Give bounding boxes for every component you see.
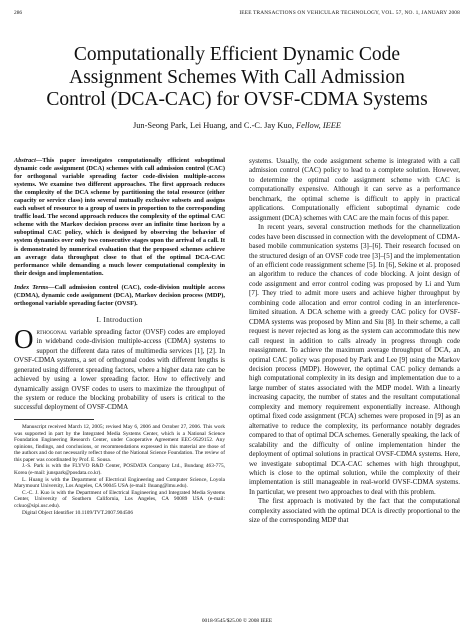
footnote-author-huang: L. Huang is with the Department of Electrical Engineering and Computer Science, Loyola Marymount University, Los Angeles, CA 90045 USA (e-mail: lhuang@lmu.edu). (14, 476, 225, 490)
intro-text: variable spreading factor (OVSF) codes are employed in wideband code-division multiple-access (CDMA) systems to support the different data rates of multimedia services [1], [2]. In OVSF-CDMA systems, a set of orthogonal codes with different lengths is generated using different spreading factors, where a higher data rate can be achieved by using a lower spreading factor. How to effectively and dynamically assign OVSF codes to users to maximize the throughput of the system or reduce the blocking probability of users is critical to the successful deployment of OVSF-CDMA (14, 327, 225, 412)
abstract-label: Abstract (14, 157, 36, 164)
abstract-text: —This paper investigates computationally efficient suboptimal dynamic code assignment (DCA) schemes with call admission control (CAC) for orthogonal variable spreading factor code-division multiple-access systems. We examine two different approaches. The first approach reduces the complexity of the DCA scheme by partitioning the total resource (either capacity or service class) into several mutually exclusive subsets and assigns each subset of resource to a group of users in proportion to the corresponding traffic load. The second approach reduces the complexity of the optimal CAC scheme with the Markov decision process over an infinite time horizon by a suboptimal CAC policy, which is designed by observing the behavior of system dynamics over only two consecutive stages upon the arrival of a call. It is demonstrated by numerical evaluation that the proposed schemes achieve an average data throughput close to that of the optimal DCA-CAC performance while demanding a much lower computational complexity in their design and implementation. (14, 157, 225, 277)
title-line-3: Control (DCA-CAC) for OVSF-CDMA Systems (46, 89, 428, 110)
title-line-2: Assignment Schemes With Call Admission (69, 66, 405, 88)
footnote-manuscript: Manuscript received March 12, 2005; revised May 6, 2006 and October 27, 2006. This work was supported in part by the Integrated Media Systems Center, which is a National Science Foundation Engineering Research Center, under Cooperative Agreement EEC-9529152. Any opinions, findings, and conclusions, or recommendations expressed in this material are those of the authors and do not necessarily reflect those of the National Science Foundation. The review of this paper was coordinated by Prof. E. Sousa. (14, 423, 225, 463)
right-paragraph-2: In recent years, several construction methods for the channelization codes have been discussed in connection with the development of CDMA-based mobile communication systems [3]–[6]. Their research focused on the structured design of an OVSF code tree [3]–[5] and the implementation of an efficient code reassignment scheme [5]. In [6], Sekine et al. proposed an algorithm to reduce the chances of code blocking. A joint design of code assignment and error control coding was proposed by Li and Yum [7]. They tried to admit more users and achieve higher throughput by combining code allocation and error control coding in an interference-limited situation. A DCA scheme with a greedy CAC policy for OVSF-CDMA systems was proposed by Minn and Siu [8]. In their scheme, a call request is never rejected as long as the system can accommodate this new call request in addition to calls already in progress through code reassignment. To achieve the maximum average throughput of DCA, an optimal CAC policy was proposed by Park and Lee [9] using the Markov decision process (MDP). However, the optimal CAC policy demands a high computational complexity in its design and implementation due to a large number of states associated with the MDP model. With a linearly increasing capacity, the number of states and the resultant computational complexity and memory requirement exponentially increase. Although optimal fixed code assignment (FCA) schemes were proposed in [9] as an alternative to reduce the complexity, its performance notably degrades compared to that of optimal DCA schemes. Generally speaking, the lack of scalability and the difficulty of online implementation hinder the deployment of optimal solutions in practical OVSF-CDMA systems. Here, we investigate suboptimal DCA-CAC schemes with high throughput, which is close to the optimal solution, while the complexity of their implementation is still manageable in real-world OVSF-CDMA systems. In particular, we present two approaches to deal with this problem. (249, 223, 460, 496)
footnote-author-park: J.-S. Park is with the FLYVO R&D Center, POSDATA Company Ltd., Bundang 463-775, Korea (e-mail: junspark@posdata.co.kr). (14, 463, 225, 477)
section-heading-introduction: I. Introduction (96, 315, 143, 324)
index-terms-text: —Call admission control (CAC), code-division multiple access (CDMA), dynamic code assignment (DCA), Markov decision process (MDP), orthogonal variable spreading factor (OVSF). (14, 283, 225, 307)
drop-cap: O (14, 323, 34, 354)
author-line (0, 121, 474, 130)
index-terms (14, 284, 225, 308)
intro-paragraph (14, 323, 225, 413)
page-number: 286 (14, 10, 23, 16)
left-column (14, 157, 225, 516)
page-footer: 0018-9545/$25.00 © 2008 IEEE (201, 618, 273, 624)
footnote-doi: Digital Object Identifier 10.1109/TVT.2007.904506 (22, 509, 134, 516)
abstract (14, 157, 225, 278)
paper-title (20, 44, 454, 112)
page-header (14, 10, 460, 20)
index-terms-label: Index Terms (14, 283, 49, 291)
footnote-author-kuo: C.-C. J. Kuo is with the Department of Electrical Engineering and Integrated Media Systems Center, University of Southern California, Los Angeles, CA 90089 USA (e-mail: cckuo@sipi.usc.edu). (14, 489, 225, 510)
journal-running-head: IEEE TRANSACTIONS ON VEHICULAR TECHNOLOGY, VOL. 57, NO. 1, JANUARY 2008 (239, 10, 460, 16)
intro-first-word: rthogonal (36, 327, 68, 336)
right-column (249, 157, 460, 526)
right-paragraph-1: systems. Usually, the code assignment scheme is integrated with a call admission control (CAC) policy to lead to a complete solution. However, to determine the optimal code assignment scheme with CAC is computationally expensive. Although it can serve as a performance benchmark, the optimal scheme is difficult to apply in practical applications. Computationally efficient suboptimal dynamic code assignment (DCA) schemes with CAC are the main focus of this paper. (249, 157, 460, 222)
footnote-divider (14, 419, 94, 420)
title-line-1: Computationally Efficient Dynamic Code (73, 44, 401, 65)
right-paragraph-3: The first approach is motivated by the fact that the computational complexity associated with the optimal DCA is directly proportional to the size of the corresponding MDP that (249, 497, 460, 525)
author-names: Jun-Seong Park, Lei Huang, and C.-C. Jay Kuo, (132, 121, 294, 130)
introduction-body (14, 323, 225, 413)
author-membership: Fellow, IEEE (296, 121, 342, 130)
